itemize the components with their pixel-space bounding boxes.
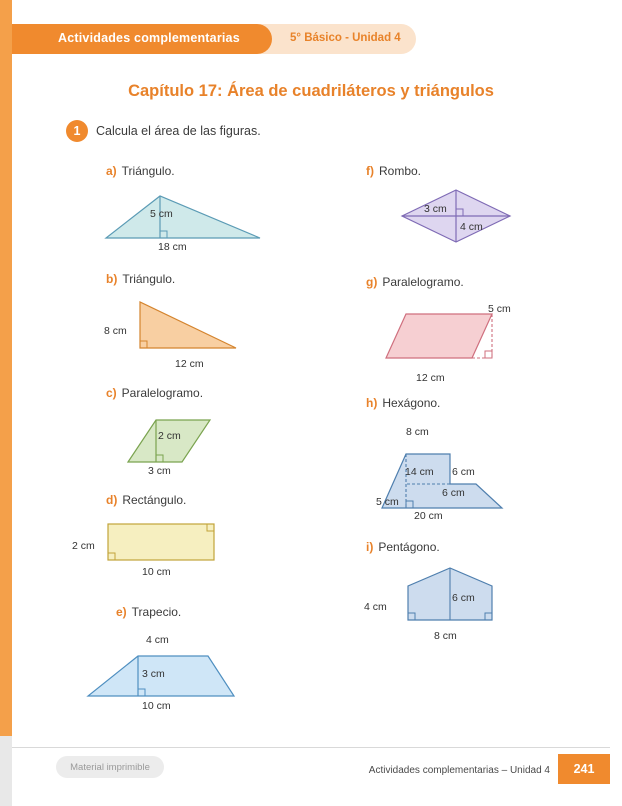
item-letter-b: b) [106, 272, 118, 286]
item-name-c: Paralelogramo. [121, 386, 204, 400]
exercise-instruction: Calcula el área de las figuras. [96, 124, 261, 138]
item-name-h: Hexágono. [382, 396, 441, 410]
figure-parallelogram-c [120, 412, 240, 472]
measure-e-base: 10 cm [142, 700, 171, 712]
measure-h-right-side: 6 cm [452, 466, 475, 478]
item-name-d: Rectángulo. [122, 493, 187, 507]
measure-a-base: 18 cm [158, 241, 187, 253]
footer-divider [12, 747, 610, 748]
item-name-e: Trapecio. [131, 605, 182, 619]
measure-a-height: 5 cm [150, 208, 173, 220]
item-letter-i: i) [366, 540, 374, 554]
measure-h-base: 20 cm [414, 510, 443, 522]
item-label-f [366, 164, 421, 178]
figure-rhombus-f [394, 186, 524, 248]
measure-c-height: 2 cm [158, 430, 181, 442]
measure-g-base: 12 cm [416, 372, 445, 384]
exercise-number-badge: 1 [66, 120, 88, 142]
figure-trapezoid-e [80, 650, 250, 706]
measure-c-base: 3 cm [148, 465, 171, 477]
item-label-i [366, 540, 440, 554]
item-label-d [106, 493, 186, 507]
figure-rectangle-d [100, 518, 230, 568]
measure-d-height: 2 cm [72, 540, 95, 552]
measure-f-d2: 4 cm [460, 221, 483, 233]
item-label-g [366, 275, 464, 289]
item-letter-f: f) [366, 164, 374, 178]
measure-h-lower-left: 5 cm [376, 496, 399, 508]
left-orange-rail [0, 0, 12, 806]
item-letter-g: g) [366, 275, 378, 289]
page-title: Capítulo 17: Área de cuadriláteros y triángulos [128, 82, 494, 100]
measure-i-base: 8 cm [434, 630, 457, 642]
item-letter-e: e) [116, 605, 127, 619]
measure-d-base: 10 cm [142, 566, 171, 578]
header-subtitle: 5° Básico - Unidad 4 [290, 32, 401, 44]
item-name-i: Pentágono. [378, 540, 440, 554]
measure-e-height: 3 cm [142, 668, 165, 680]
item-name-b: Triángulo. [122, 272, 176, 286]
measure-e-top: 4 cm [146, 634, 169, 646]
item-name-g: Paralelogramo. [382, 275, 464, 289]
item-letter-c: c) [106, 386, 117, 400]
measure-h-left-height: 14 cm [405, 466, 434, 478]
item-letter-d: d) [106, 493, 118, 507]
measure-h-inner: 6 cm [442, 487, 465, 499]
item-label-a [106, 164, 175, 178]
item-letter-a: a) [106, 164, 117, 178]
measure-g-height: 5 cm [488, 303, 511, 315]
item-name-f: Rombo. [379, 164, 422, 178]
page-number: 241 [558, 754, 610, 784]
footer-text: Actividades complementarias – Unidad 4 [368, 765, 550, 776]
item-label-c [106, 386, 203, 400]
figure-triangle-b [130, 296, 250, 358]
item-label-b [106, 272, 175, 286]
item-label-h [366, 396, 440, 410]
item-label-e [116, 605, 181, 619]
measure-i-side: 4 cm [364, 601, 387, 613]
header-title: Actividades complementarias [58, 31, 240, 45]
left-gray-rail [0, 736, 12, 806]
page-header [12, 24, 416, 54]
measure-i-inner-height: 6 cm [452, 592, 475, 604]
measure-f-d1: 3 cm [424, 203, 447, 215]
measure-b-base: 12 cm [175, 358, 204, 370]
measure-b-height: 8 cm [104, 325, 127, 337]
item-letter-h: h) [366, 396, 378, 410]
item-name-a: Triángulo. [121, 164, 175, 178]
material-badge: Material imprimible [56, 756, 164, 778]
measure-h-top: 8 cm [406, 426, 429, 438]
